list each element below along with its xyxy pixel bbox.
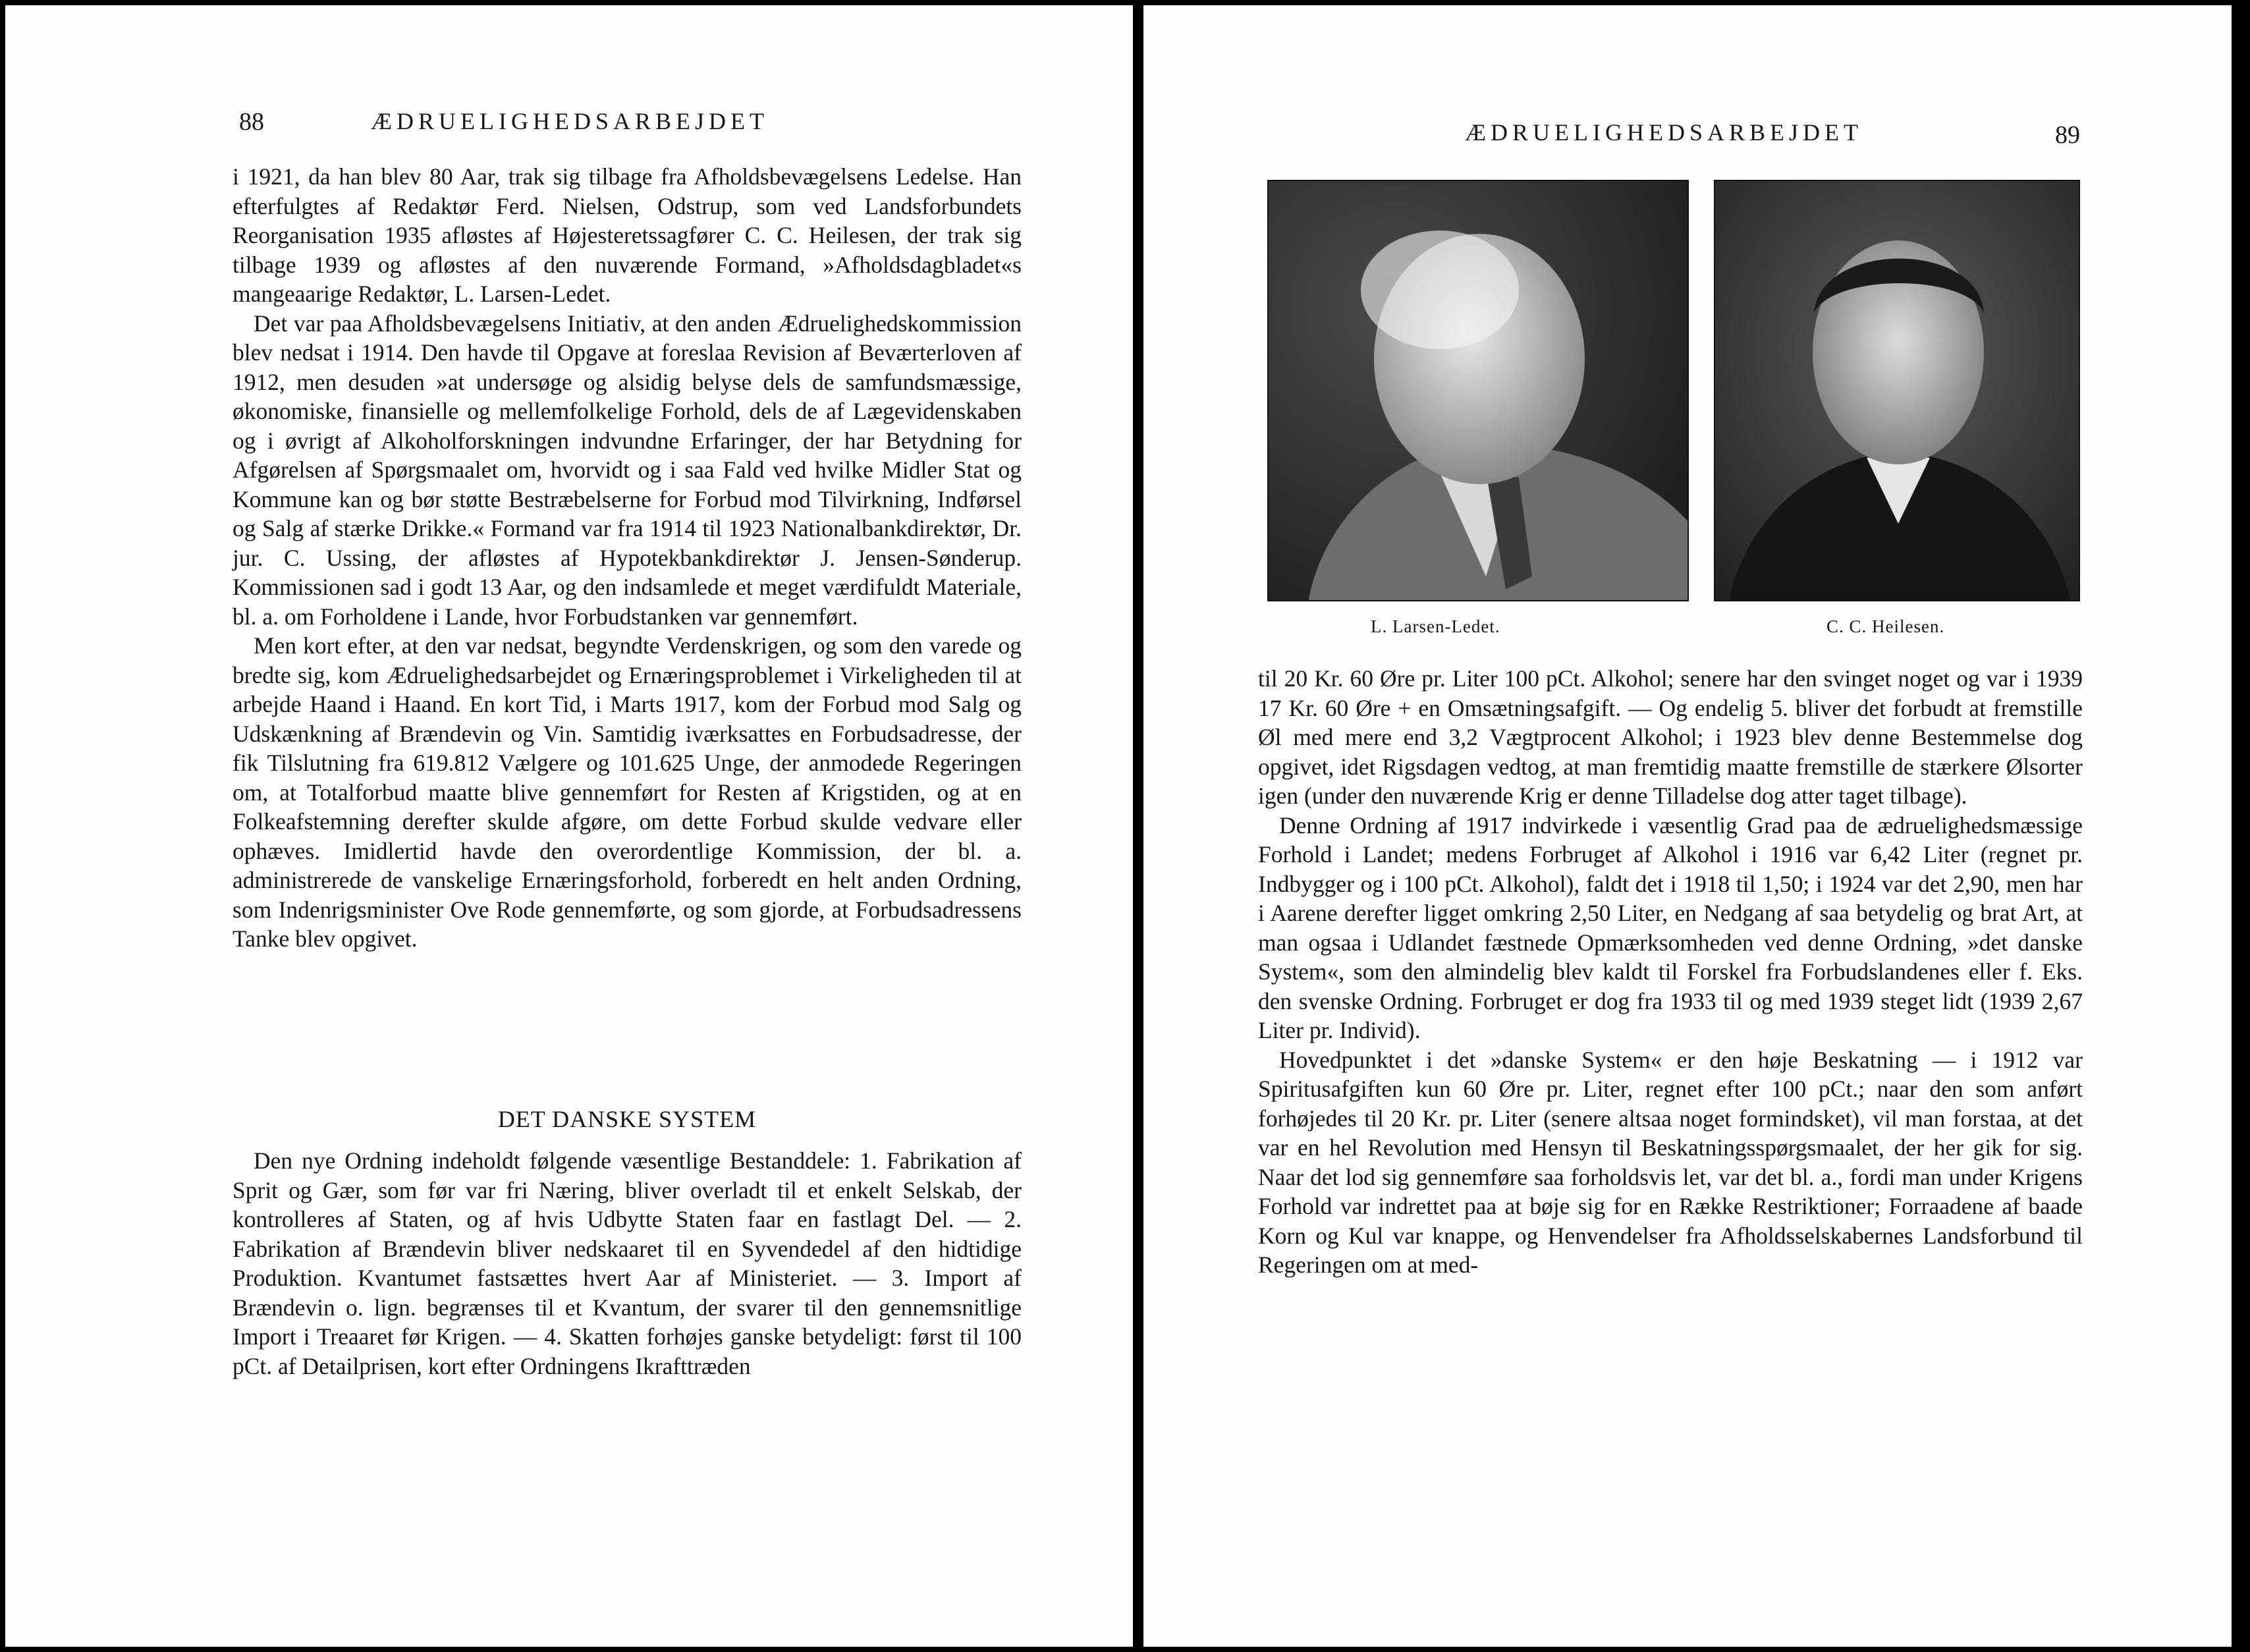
portrait-icon xyxy=(1715,181,2080,601)
left-body-text xyxy=(233,162,1022,954)
portrait-photo-heilesen xyxy=(1714,180,2080,601)
paragraph: Den nye Ordning indeholdt følgende væsentlige Bestanddele: 1. Fabrikation af Sprit og Gær, som før var fri Næring, bliver overladt til et enkelt Selskab, der kontrolleres af Staten, og af hvis Udbytte Staten faar en fastlagt Del. — 2. Fabrikation af Brændevin bliver nedskaaret til en Syvendedel af den hidtidige Produktion. Kvantumet fastsættes hvert Aar af Ministeriet. — 3. Import af Brændevin o. lign. begrænses til et Kvantum, der svarer til den gennemsnitlige Import i Treaaret før Krigen. — 4. Skatten forhøjes ganske betydeligt: først til 100 pCt. af Detailprisen, kort efter Ordningens Ikrafttræden xyxy=(233,1147,1022,1379)
photo-caption: L. Larsen-Ledet. xyxy=(1371,617,1500,636)
section-body-text xyxy=(233,1146,1022,1381)
paragraph: Denne Ordning af 1917 indvirkede i væsentlig Grad paa de ædruelighedsmæssige Forhold i Landet; medens Forbruget af Alkohol i 1916 var 6,42 Liter (regnet pr. Indbygger og i 100 pCt. Alkohol), faldt det i 1918 til 1,50; i 1924 var det 2,90, men har i Aarene derefter ligget omkring 2,50 Liter, en Nedgang af saa betydelig og brat Art, at man ogsaa i Udlandet fæstnede Opmærksomheden ved denne Ordning, »det danske System«, som den almindelig blev kaldt til Forskel fra Forbudslandenes eller f. Eks. den svenske Ordning. Forbruget er dog fra 1933 til og med 1939 steget lidt (1939 2,67 Liter pr. Individ). xyxy=(1258,812,2083,1043)
right-body-text xyxy=(1258,664,2083,1280)
left-page xyxy=(5,5,1133,1647)
photo-caption: C. C. Heilesen. xyxy=(1826,617,1945,636)
running-head: ÆDRUELIGHEDSARBEJDET xyxy=(1465,119,1863,146)
paragraph: Men kort efter, at den var nedsat, begyndte Verdenskrigen, og som den varede og bredte sig, kom Ædruelighedsarbejdet og Ernæringsproblemet i Virkeligheden til at arbejde Haand i Haand. En kort Tid, i Marts 1917, kom der Forbud mod Salg og Udskænkning af Brændevin og Vin. Samtidig iværksattes en Forbudsadresse, der fik Tilslutning fra 619.812 Vælgere og 101.625 Unge, der anmodede Regeringen om, at Totalforbud maatte blive gennemført for Resten af Krigstiden, og at en Folkeafstemning derefter skulde afgøre, om dette Forbud skulde vedvare eller ophæves. Imidlertid havde den overordentlige Kommission, der bl. a. administrerede de vanskelige Ernæringsforhold, forberedt en helt anden Ordning, som Indenrigsminister Ove Rode gennemførte, og som gjorde, at Forbudsadressens Tanke blev opgivet. xyxy=(233,632,1022,952)
page-number: 89 xyxy=(2055,121,2080,149)
paragraph: Hovedpunktet i det »danske System« er den høje Beskatning — i 1912 var Spiritusafgiften kun 60 Øre pr. Liter, regnet efter 100 pCt.; naar den som anført forhøjedes til 20 Kr. pr. Liter (senere altsaa noget formindsket), vil man forstaa, at det var en hel Revolution med Hensyn til Beskatningsspørgsmaalet, der her gik for sig. Naar det lod sig gennemføre saa forholdsvis let, var det bl. a., fordi man under Krigens Forhold var indrettet paa at bøje sig for en Række Restriktioner; Forraadene af baade Korn og Kul var knappe, og Henvendelser fra Afholdsselskabernes Landsforbund til Regeringen om at med- xyxy=(1258,1046,2083,1278)
portrait-icon xyxy=(1269,181,1689,601)
paragraph: til 20 Kr. 60 Øre pr. Liter 100 pCt. Alkohol; senere har den svinget noget og var i 1939 17 Kr. 60 Øre + en Omsætningsafgift. — Og endelig 5. bliver det forbudt at fremstille Øl med mere end 3,2 Vægtprocent Alkohol; i 1923 blev denne Bestemmelse dog opgivet, idet Rigsdagen vedtog, at man fremtidig maatte fremstille de stærkere Ølsorter igen (under den nuværende Krig er denne Tilladelse dog atter taget tilbage). xyxy=(1258,665,2083,809)
paragraph: Det var paa Afholdsbevægelsens Initiativ, at den anden Ædruelighedskommission blev nedsat i 1914. Den havde til Opgave at foreslaa Revision af Beværterloven af 1912, men desuden »at undersøge og alsidig belyse dels de samfundsmæssige, økonomiske, finansielle og mellemfolkelige Forhold, dels de af Lægevidenskaben og i øvrigt af Alkoholforskningen indvundne Erfaringer, der har Betydning for Afgørelsen af Spørgsmaalet om, hvorvidt og i saa Fald ved hvilke Midler Stat og Kommune kan og bør støtte Bestræbelserne for Forbud mod Tilvirkning, Indførsel og Salg af stærke Drikke.« Formand var fra 1914 til 1923 Nationalbankdirektør, Dr. jur. C. Ussing, der afløstes af Hypotekbankdirektør J. Jensen-Sønderup. Kommissionen sad i godt 13 Aar, og den indsamlede et meget værdifuldt Materiale, bl. a. om Forholdene i Lande, hvor Forbudstanken var gennemført. xyxy=(233,310,1022,630)
portrait-photo-larsen-ledet xyxy=(1267,180,1689,601)
running-head: ÆDRUELIGHEDSARBEJDET xyxy=(371,108,769,134)
right-page xyxy=(1143,5,2232,1647)
paragraph: i 1921, da han blev 80 Aar, trak sig tilbage fra Afholdsbevægelsens Ledelse. Han efterfulgtes af Redaktør Ferd. Nielsen, Odstrup, som ved Landsforbundets Reorganisation 1935 afløstes af Højesteretssagfører C. C. Heilesen, der trak sig tilbage 1939 og afløstes af den nuværende Formand, »Afholdsdagbladet«s mangeaarige Redaktør, L. Larsen-Ledet. xyxy=(233,163,1022,307)
page-number: 88 xyxy=(239,108,264,136)
section-heading: DET DANSKE SYSTEM xyxy=(497,1106,757,1132)
